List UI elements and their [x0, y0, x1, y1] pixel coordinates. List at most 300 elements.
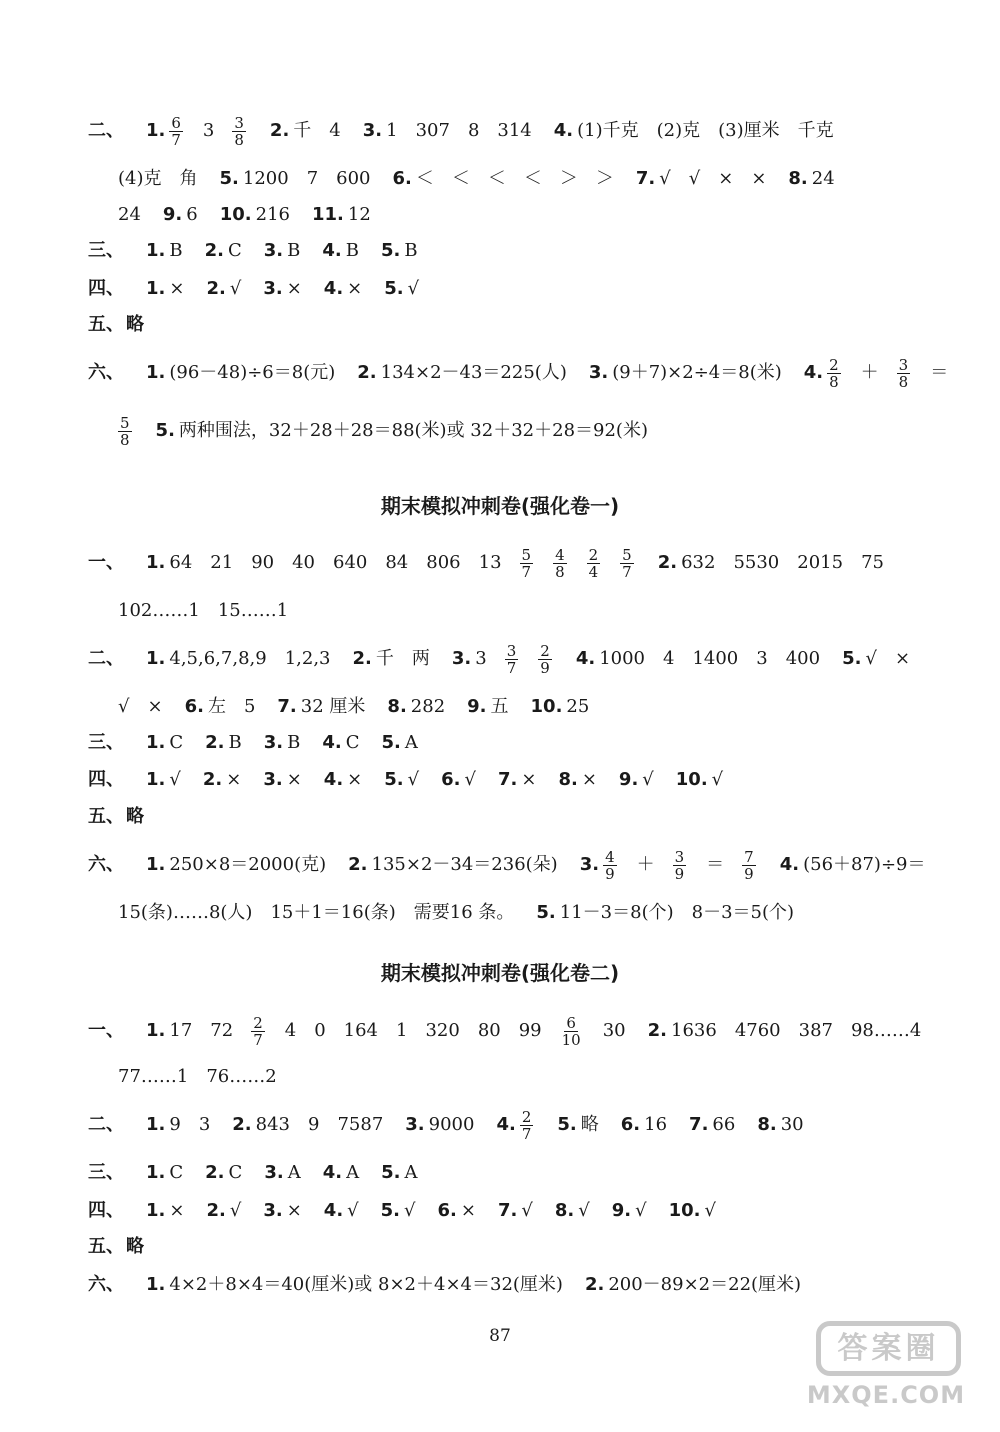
- section-label: 略: [126, 1236, 144, 1257]
- item-number: 6.: [392, 168, 412, 189]
- answer-text: √: [404, 1200, 416, 1221]
- answer-text: 250×8＝2000(克): [169, 854, 327, 875]
- answer-text: (9＋7)×2÷4＝8(米): [612, 362, 782, 383]
- section-label: 六、: [88, 854, 124, 875]
- section-label: 四、: [88, 769, 124, 790]
- answer-text: C: [228, 1162, 243, 1183]
- answer-text: 90: [251, 552, 275, 573]
- item-number: 3.: [405, 1114, 425, 1135]
- answer-text: 角: [179, 168, 198, 189]
- answer-text: 806: [426, 552, 461, 573]
- item-number: 1.: [146, 1200, 166, 1221]
- item-number: 1.: [146, 1114, 166, 1135]
- item-number: 1.: [146, 240, 166, 261]
- answer-text: 3: [198, 1114, 211, 1135]
- answer-text: 1636: [671, 1020, 717, 1041]
- answer-text: ＜: [451, 168, 470, 189]
- answer-text: ×: [347, 769, 363, 790]
- item-number: 6.: [184, 696, 204, 717]
- answer-line: [0, 1009, 921, 1053]
- answer-line: [0, 843, 925, 887]
- answer-line: [0, 303, 144, 347]
- fraction: [505, 643, 519, 676]
- denominator: 7: [506, 658, 517, 677]
- answer-text: 24: [118, 204, 141, 225]
- answer-line: [0, 1103, 804, 1147]
- answer-text: C: [227, 240, 242, 261]
- item-number: 2.: [205, 1162, 225, 1183]
- item-number: 2.: [202, 769, 223, 790]
- answer-text: A: [346, 1162, 360, 1183]
- item-number: 6.: [620, 1114, 641, 1135]
- answer-text: 164: [343, 1020, 378, 1041]
- item-number: 10.: [675, 769, 708, 790]
- answer-text: C: [169, 732, 184, 753]
- section-label: 六、: [88, 1274, 124, 1295]
- numerator: 5: [521, 545, 532, 564]
- item-number: 6.: [437, 1200, 457, 1221]
- answer-text: 3: [475, 648, 487, 669]
- item-number: 4.: [323, 278, 344, 299]
- item-number: 8.: [554, 1200, 575, 1221]
- answer-line: [0, 795, 144, 839]
- item-number: 4.: [779, 854, 800, 875]
- fraction: [169, 115, 183, 148]
- fraction: [520, 547, 534, 580]
- answer-text: ×: [286, 278, 302, 299]
- section-label: 三、: [88, 1162, 124, 1183]
- item-number: 5.: [380, 240, 401, 261]
- answer-text: ＋: [636, 854, 655, 875]
- answer-text: A: [287, 1162, 301, 1183]
- item-number: 7.: [277, 696, 297, 717]
- item-number: 4.: [322, 1162, 343, 1183]
- answer-text: (56＋87)÷9＝: [803, 854, 926, 875]
- numerator: 6: [566, 1013, 576, 1032]
- watermark-url: MXQE.COM: [806, 1381, 966, 1409]
- answer-text: 2015: [797, 552, 844, 573]
- item-number: 3.: [263, 732, 284, 753]
- denominator: 7: [253, 1030, 263, 1049]
- answer-text: 左: [207, 696, 226, 717]
- answer-text: ×: [226, 769, 242, 790]
- answer-text: 0: [314, 1020, 326, 1041]
- answer-text: 24: [811, 168, 835, 189]
- denominator: 7: [521, 562, 532, 581]
- answer-text: 387: [798, 1020, 833, 1041]
- item-number: 5.: [381, 732, 401, 753]
- answer-line: [0, 1263, 801, 1307]
- section-label: 二、: [88, 648, 124, 669]
- answer-text: 1200: [242, 168, 289, 189]
- numerator: 2: [829, 355, 839, 374]
- answer-text: 320: [425, 1020, 460, 1041]
- fraction: [673, 849, 687, 882]
- item-number: 7.: [689, 1114, 709, 1135]
- numerator: 4: [555, 545, 565, 564]
- fraction: [118, 415, 132, 448]
- section-label: 三、: [88, 240, 124, 261]
- answer-line: [0, 409, 648, 453]
- answer-text: 314: [497, 120, 532, 141]
- item-number: 2.: [269, 120, 290, 141]
- answer-text: 8: [467, 120, 480, 141]
- answer-text: 1: [396, 1020, 408, 1041]
- answer-text: √: [407, 278, 420, 299]
- item-number: 3.: [263, 278, 283, 299]
- item-number: 7.: [497, 1200, 518, 1221]
- numerator: 2: [540, 641, 550, 660]
- item-number: 8.: [558, 769, 578, 790]
- answer-text: ×: [751, 168, 767, 189]
- item-number: 2.: [657, 552, 678, 573]
- item-number: 4.: [322, 732, 342, 753]
- numerator: 3: [674, 847, 685, 866]
- answer-text: B: [287, 732, 301, 753]
- answer-text: ×: [521, 769, 537, 790]
- item-number: 5.: [219, 168, 239, 189]
- answer-line: [0, 351, 948, 395]
- page-number: 87: [489, 1326, 511, 1346]
- section-title-2: 期末模拟冲刺卷(强化卷二): [380, 961, 620, 985]
- answer-text: 600: [336, 168, 371, 189]
- answer-text: 134×2－43＝225(人): [380, 362, 567, 383]
- answer-text: B: [169, 240, 183, 261]
- answer-text: √: [865, 648, 877, 669]
- item-number: 2.: [647, 1020, 667, 1041]
- item-number: 2.: [232, 1114, 252, 1135]
- fraction: [742, 849, 756, 882]
- answer-text: 200－89×2＝22(厘米): [608, 1274, 802, 1295]
- denominator: 8: [555, 562, 565, 581]
- answer-text: ×: [460, 1200, 476, 1221]
- item-number: 5.: [557, 1114, 577, 1135]
- answer-text: 15(条)……8(人): [118, 902, 253, 923]
- answer-text: 135×2－34＝236(朵): [371, 854, 558, 875]
- item-number: 7.: [635, 168, 656, 189]
- answer-text: 1,2,3: [284, 648, 331, 669]
- answer-text: 两种围法，32＋28＋28＝88(米)或 32＋32＋28＝92(米): [178, 420, 648, 441]
- answer-text: 8－3＝5(个): [691, 902, 795, 923]
- answer-text: ＝: [706, 854, 725, 875]
- answer-text: 4760: [734, 1020, 781, 1041]
- item-number: 4.: [553, 120, 574, 141]
- answer-text: 400: [785, 648, 821, 669]
- item-number: 1.: [146, 854, 166, 875]
- section-label: 二、: [88, 120, 124, 141]
- answer-text: 40: [292, 552, 315, 573]
- item-number: 1.: [146, 362, 166, 383]
- item-number: 10.: [530, 696, 563, 717]
- denominator: 10: [561, 1030, 581, 1049]
- section-label: 五、: [88, 806, 124, 827]
- answer-text: 15……1: [217, 600, 289, 621]
- answer-text: 30: [780, 1114, 804, 1135]
- item-number: 4.: [323, 1200, 344, 1221]
- item-number: 3.: [263, 1200, 283, 1221]
- item-number: 7.: [497, 769, 518, 790]
- denominator: 8: [234, 130, 244, 149]
- answer-text: 843: [255, 1114, 291, 1135]
- item-number: 2.: [352, 648, 372, 669]
- fraction: [827, 357, 841, 390]
- fraction: [251, 1015, 265, 1048]
- answer-text: 64: [169, 552, 193, 573]
- answer-text: 4: [284, 1020, 297, 1041]
- answer-text: √: [659, 168, 671, 189]
- item-number: 6.: [441, 769, 461, 790]
- answer-text: 640: [333, 552, 368, 573]
- fraction: [232, 115, 246, 148]
- section-label: 二、: [88, 1114, 124, 1135]
- answer-text: 5530: [733, 552, 780, 573]
- item-number: 2.: [357, 362, 377, 383]
- fraction: [620, 547, 634, 580]
- answer-text: 1000: [599, 648, 645, 669]
- answer-text: ×: [169, 1200, 185, 1221]
- answer-text: ×: [347, 278, 363, 299]
- numerator: 6: [171, 113, 181, 132]
- answer-text: (4)克: [118, 168, 162, 189]
- fraction: [538, 643, 552, 676]
- answer-text: √: [347, 1200, 359, 1221]
- item-number: 3.: [263, 240, 284, 261]
- item-number: 1.: [146, 769, 166, 790]
- item-number: 3.: [579, 854, 600, 875]
- item-number: 1.: [146, 120, 166, 141]
- answer-text: √: [635, 1200, 647, 1221]
- item-number: 5.: [384, 278, 404, 299]
- section-label: 五、: [88, 1236, 124, 1257]
- answer-text: ＜: [523, 168, 542, 189]
- answer-text: 五: [490, 696, 509, 717]
- numerator: 3: [234, 113, 244, 132]
- answer-line: [0, 109, 834, 153]
- answer-text: 1: [386, 120, 398, 141]
- fraction: [520, 1109, 534, 1142]
- section-title-1: 期末模拟冲刺卷(强化卷一): [380, 494, 620, 518]
- answer-text: (2)克: [656, 120, 701, 141]
- item-number: 1.: [146, 1020, 166, 1041]
- section-label: 一、: [88, 552, 124, 573]
- answer-text: 5: [243, 696, 256, 717]
- numerator: 3: [898, 355, 909, 374]
- answer-line: [0, 637, 910, 681]
- item-number: 5.: [155, 420, 175, 441]
- answer-text: ＜: [415, 168, 434, 189]
- item-number: 9.: [611, 1200, 632, 1221]
- item-number: 8.: [387, 696, 407, 717]
- item-number: 1.: [146, 732, 166, 753]
- answer-text: 13: [478, 552, 502, 573]
- numerator: 2: [588, 545, 599, 564]
- numerator: 7: [744, 847, 754, 866]
- answer-text: 4: [663, 648, 675, 669]
- answer-text: ×: [581, 769, 597, 790]
- answer-text: 32 厘米: [300, 696, 366, 717]
- item-number: 4.: [575, 648, 596, 669]
- answer-text: B: [287, 240, 301, 261]
- answer-text: ×: [894, 648, 911, 669]
- denominator: 7: [171, 130, 181, 149]
- answer-text: ＜: [487, 168, 506, 189]
- answer-text: 4×2＋8×4＝40(厘米)或 8×2＋4×4＝32(厘米): [169, 1274, 563, 1295]
- section-label: 五、: [88, 314, 124, 335]
- section-label: 四、: [88, 278, 124, 299]
- item-number: 1.: [146, 648, 166, 669]
- answer-text: √: [229, 1200, 242, 1221]
- answer-text: 略: [580, 1114, 599, 1135]
- answer-text: (1)千克: [577, 120, 639, 141]
- item-number: 9.: [467, 696, 487, 717]
- answer-text: 6: [186, 204, 198, 225]
- answer-text: 30: [602, 1020, 626, 1041]
- answer-text: √: [704, 1200, 716, 1221]
- answer-text: 4: [329, 120, 341, 141]
- answer-text: 7587: [337, 1114, 384, 1135]
- item-number: 2.: [206, 1200, 226, 1221]
- section-label: 四、: [88, 1200, 124, 1221]
- answer-text: 16: [644, 1114, 668, 1135]
- fraction: [560, 1015, 583, 1048]
- numerator: 2: [253, 1013, 263, 1032]
- answer-text: A: [404, 732, 418, 753]
- fraction: [587, 547, 601, 580]
- answer-text: 需要16 条。: [413, 902, 515, 923]
- answer-text: 3: [202, 120, 215, 141]
- answer-text: 两: [411, 648, 430, 669]
- answer-text: 千克: [797, 120, 834, 141]
- item-number: 2.: [204, 240, 224, 261]
- item-number: 3.: [362, 120, 383, 141]
- item-number: 1.: [146, 1274, 166, 1295]
- answer-text: 9000: [428, 1114, 475, 1135]
- item-number: 5.: [380, 1200, 401, 1221]
- answer-text: ×: [286, 1200, 302, 1221]
- answer-text: √: [407, 769, 420, 790]
- item-number: 3.: [263, 769, 283, 790]
- answer-text: √: [642, 769, 654, 790]
- answer-text: 216: [255, 204, 290, 225]
- fraction: [897, 357, 911, 390]
- item-number: 1.: [146, 1162, 166, 1183]
- denominator: 8: [120, 430, 130, 449]
- item-number: 5.: [536, 902, 556, 923]
- item-number: 10.: [668, 1200, 701, 1221]
- item-number: 5.: [381, 1162, 401, 1183]
- section-label: 略: [126, 314, 144, 335]
- answer-text: 15＋1＝16(条): [270, 902, 396, 923]
- item-number: 11.: [311, 204, 344, 225]
- answer-text: √: [688, 168, 701, 189]
- item-number: 4.: [322, 240, 342, 261]
- answer-text: 12: [347, 204, 371, 225]
- denominator: 9: [674, 864, 685, 883]
- answer-text: 102……1: [118, 600, 200, 621]
- answer-text: √: [169, 769, 181, 790]
- numerator: 2: [521, 1107, 532, 1126]
- answer-text: ＞: [559, 168, 578, 189]
- answer-text: 75: [861, 552, 884, 573]
- answer-text: 632: [681, 552, 716, 573]
- answer-text: B: [404, 240, 418, 261]
- answer-text: ×: [169, 278, 185, 299]
- answer-text: 21: [210, 552, 234, 573]
- answer-text: A: [404, 1162, 418, 1183]
- section-label: 一、: [88, 1020, 124, 1041]
- answer-text: B: [228, 732, 242, 753]
- denominator: 9: [744, 864, 754, 883]
- denominator: 7: [521, 1124, 532, 1143]
- answer-text: √: [118, 696, 130, 717]
- answer-text: ＋: [860, 362, 879, 383]
- answer-text: √: [521, 1200, 533, 1221]
- item-number: 2.: [205, 732, 225, 753]
- item-number: 2.: [348, 854, 368, 875]
- item-number: 8.: [757, 1114, 777, 1135]
- answer-text: √: [229, 278, 242, 299]
- answer-text: 7: [306, 168, 319, 189]
- item-number: 1.: [146, 552, 166, 573]
- watermark-logo: [796, 1321, 976, 1416]
- answer-text: 千: [293, 120, 312, 141]
- item-number: 2.: [584, 1274, 605, 1295]
- item-number: 10.: [219, 204, 252, 225]
- answer-text: 17: [169, 1020, 193, 1041]
- answer-text: 80: [477, 1020, 501, 1041]
- section-label: 略: [126, 806, 144, 827]
- numerator: 5: [120, 413, 130, 432]
- denominator: 9: [605, 864, 615, 883]
- answer-text: 4,5,6,7,8,9: [169, 648, 267, 669]
- answer-text: √: [578, 1200, 590, 1221]
- item-number: 2.: [206, 278, 226, 299]
- numerator: 3: [506, 641, 517, 660]
- fraction: [603, 849, 617, 882]
- answer-text: 76……2: [206, 1066, 277, 1087]
- answer-text: B: [345, 240, 359, 261]
- answer-text: 84: [385, 552, 409, 573]
- answer-text: ×: [718, 168, 734, 189]
- numerator: 4: [605, 847, 615, 866]
- answer-text: 307: [415, 120, 450, 141]
- answer-text: 3: [756, 648, 768, 669]
- answer-text: 72: [210, 1020, 234, 1041]
- answer-line: [0, 589, 288, 633]
- answer-line: [0, 541, 884, 585]
- section-label: 六、: [88, 362, 124, 383]
- answer-text: ×: [286, 769, 302, 790]
- section-label: 三、: [88, 732, 124, 753]
- fraction: [553, 547, 567, 580]
- item-number: 4.: [496, 1114, 516, 1135]
- item-number: 3.: [451, 648, 472, 669]
- answer-text: ＞: [595, 168, 614, 189]
- answer-line: [0, 1055, 277, 1099]
- answer-text: 9: [169, 1114, 181, 1135]
- answer-text: 99: [518, 1020, 542, 1041]
- answer-text: 千: [375, 648, 394, 669]
- item-number: 5.: [384, 769, 404, 790]
- answer-text: (3)厘米: [718, 120, 780, 141]
- answer-text: 11－3＝8(个): [559, 902, 674, 923]
- answer-text: √: [711, 769, 724, 790]
- denominator: 8: [898, 372, 909, 391]
- numerator: 5: [622, 545, 632, 564]
- answer-text: (96－48)÷6＝8(元): [169, 362, 336, 383]
- watermark-text: 答案圈: [816, 1321, 961, 1376]
- denominator: 7: [622, 562, 632, 581]
